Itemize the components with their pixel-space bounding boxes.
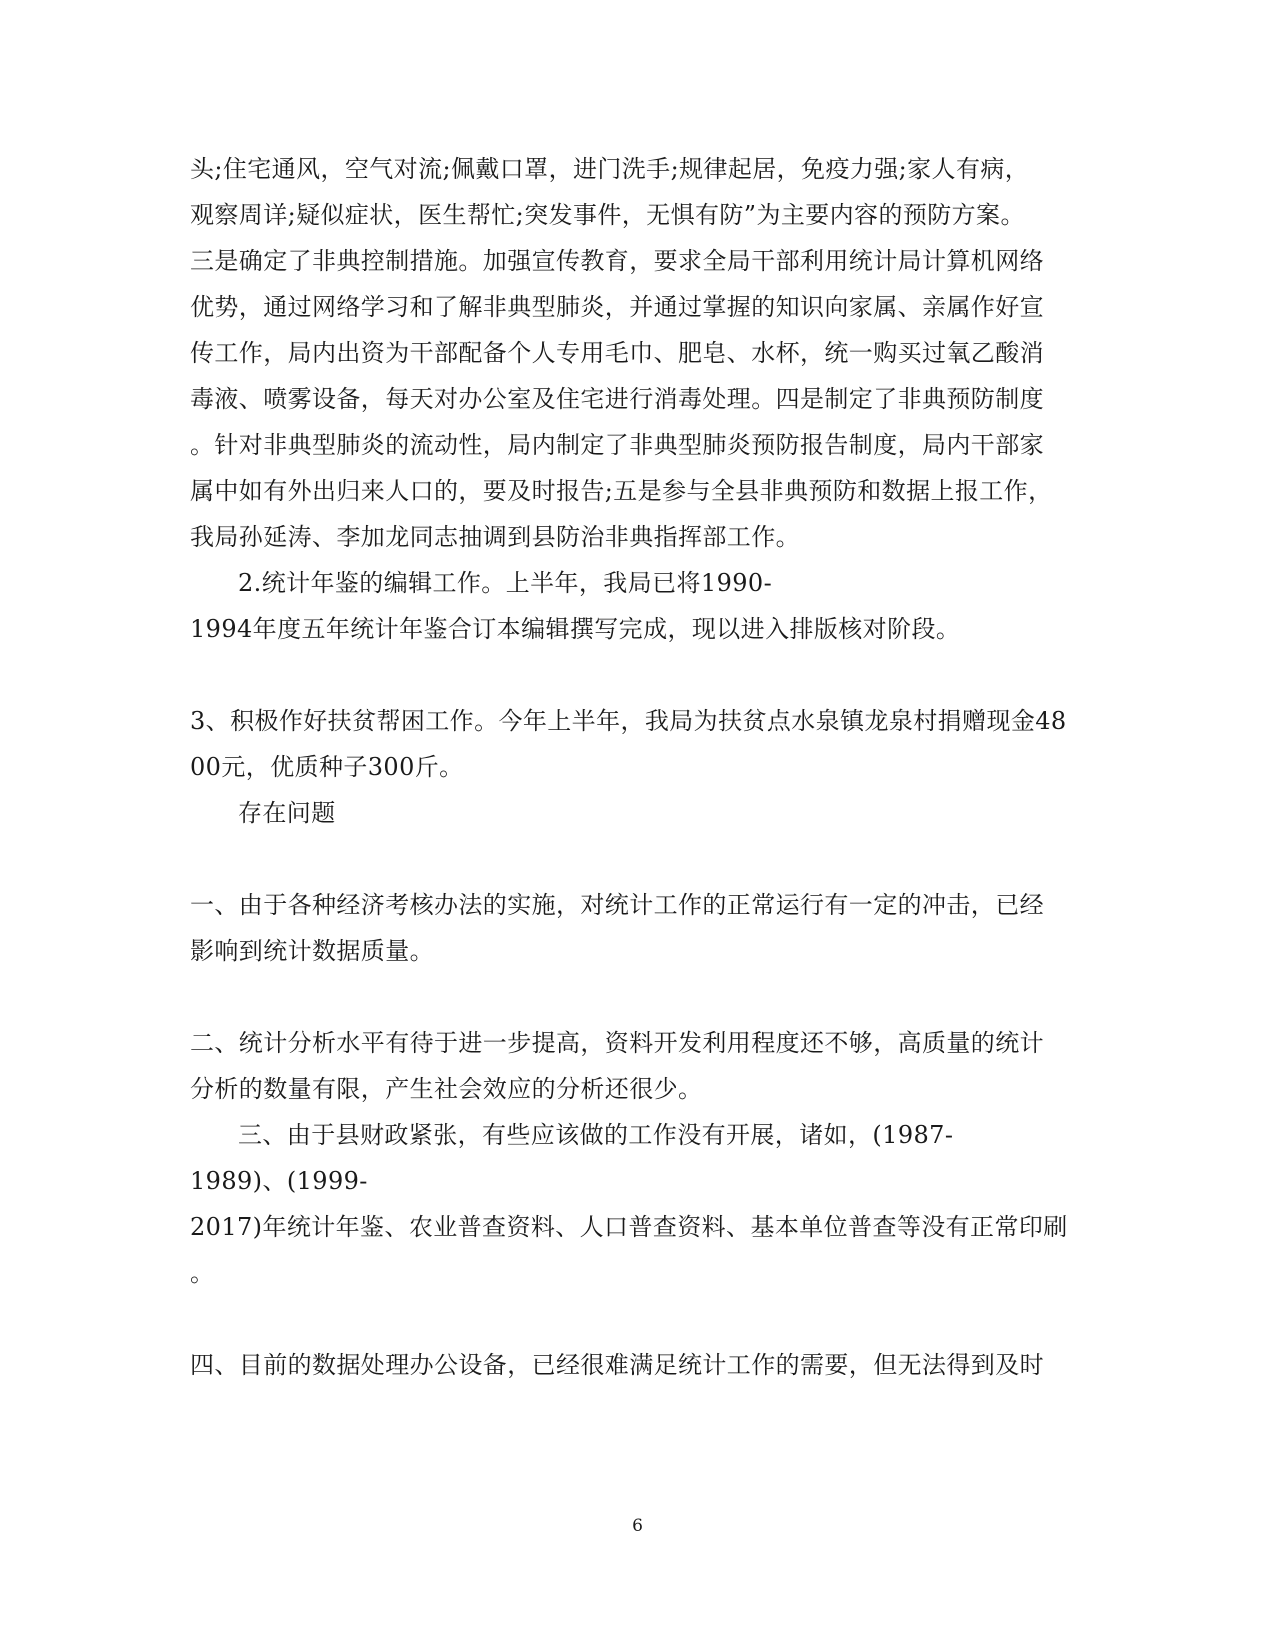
text-line: 我局孙延涛、李加龙同志抽调到县防治非典指挥部工作。 [190, 523, 800, 551]
text-line: 三是确定了非典控制措施。加强宣传教育，要求全局干部利用统计局计算机网络 [190, 247, 1044, 275]
text-line: 传工作，局内出资为干部配备个人专用毛巾、肥皂、水杯，统一购买过氧乙酸消 [190, 339, 1044, 367]
text-line: 毒液、喷雾设备，每天对办公室及住宅进行消毒处理。四是制定了非典预防制度 [190, 385, 1044, 413]
text-line: 2017)年统计年鉴、农业普查资料、人口普查资料、基本单位普查等没有正常印刷 [190, 1213, 1068, 1241]
text-line: 2.统计年鉴的编辑工作。上半年，我局已将1990- [238, 569, 773, 597]
text-line: 属中如有外出归来人口的，要及时报告;五是参与全县非典预防和数据上报工作， [190, 477, 1053, 505]
text-line: 1994年度五年统计年鉴合订本编辑撰写完成，现以进入排版核对阶段。 [190, 615, 961, 643]
text-line: 二、统计分析水平有待于进一步提高，资料开发利用程度还不够，高质量的统计 [190, 1029, 1044, 1057]
text-line: 头;住宅通风，空气对流;佩戴口罩，进门洗手;规律起居，免疫力强;家人有病， [190, 155, 1030, 183]
text-line: 四、目前的数据处理办公设备，已经很难满足统计工作的需要，但无法得到及时 [190, 1351, 1044, 1379]
text-line: 。 [190, 1259, 215, 1287]
text-line: 00元，优质种子300斤。 [190, 753, 464, 781]
text-line: 分析的数量有限，产生社会效应的分析还很少。 [190, 1075, 703, 1103]
text-line: 影响到统计数据质量。 [190, 937, 434, 965]
text-line: 三、由于县财政紧张，有些应该做的工作没有开展，诸如，(1987- [238, 1121, 954, 1149]
text-line: 一、由于各种经济考核办法的实施，对统计工作的正常运行有一定的冲击，已经 [190, 891, 1044, 919]
text-line: 观察周详;疑似症状，医生帮忙;突发事件，无惧有防”为主要内容的预防方案。 [190, 201, 1025, 229]
text-line: 3、积极作好扶贫帮困工作。今年上半年，我局为扶贫点水泉镇龙泉村捐赠现金48 [190, 707, 1067, 735]
text-line: 优势，通过网络学习和了解非典型肺炎，并通过掌握的知识向家属、亲属作好宣 [190, 293, 1044, 321]
text-line: 。针对非典型肺炎的流动性，局内制定了非典型肺炎预防报告制度，局内干部家 [190, 431, 1044, 459]
section-heading: 存在问题 [238, 799, 336, 827]
text-line: 1989)、(1999- [190, 1167, 368, 1195]
page-number: 6 [632, 1516, 643, 1536]
